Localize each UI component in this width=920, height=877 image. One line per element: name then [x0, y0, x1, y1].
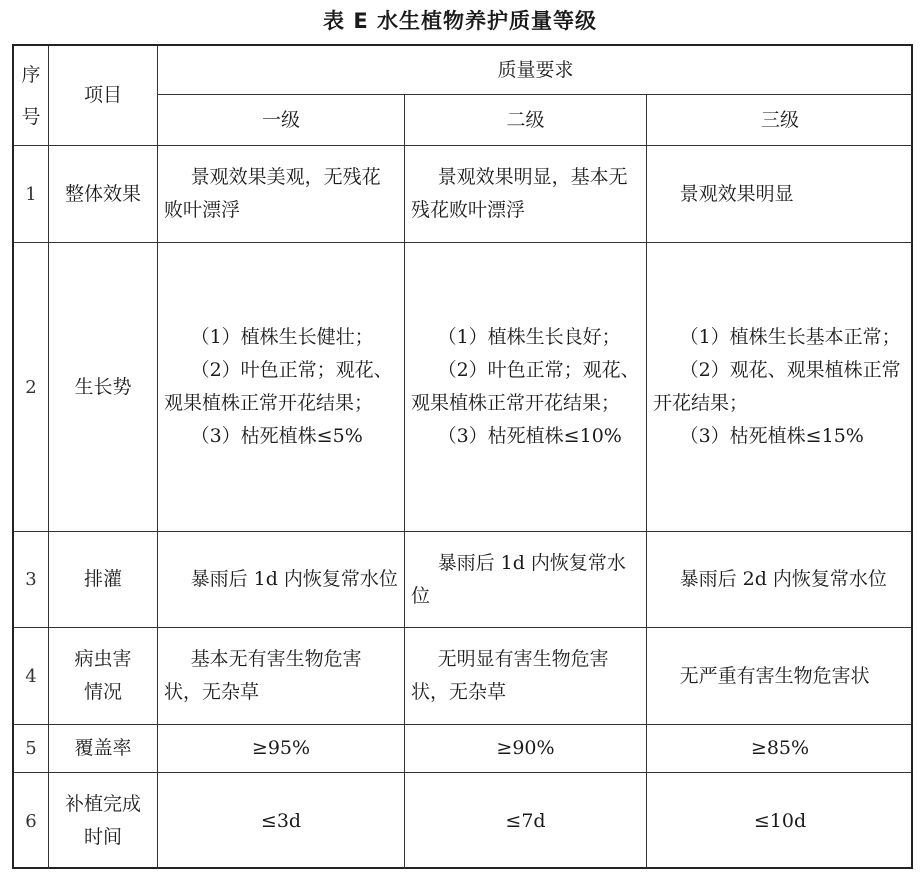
header-quality: 质量要求: [497, 58, 574, 81]
row-2-level-1: （1）植株生长健壮； （2）叶色正常；观花、观果植株正常开花结果； （3）枯死植株≤5%: [164, 326, 393, 447]
quality-table: [12, 44, 913, 869]
row-4-level-2: 无明显有害生物危害状，无杂草: [411, 648, 609, 703]
row-2-level-2: （1）植株生长良好； （2）叶色正常；观花、观果植株正常开花结果； （3）枯死植株≤10%: [411, 326, 640, 447]
header-level-3: 三级: [760, 108, 799, 131]
row-2-item: 生长势: [74, 375, 132, 398]
row-4-item: 病虫害情况: [74, 648, 132, 703]
row-1-seq: 1: [25, 183, 37, 205]
row-3-level-3: 暴雨后 2d 内恢复常水位: [679, 568, 887, 590]
row-1-level-2: 景观效果明显，基本无残花败叶漂浮: [411, 166, 628, 221]
row-5-item: 覆盖率: [74, 737, 132, 759]
row-6-seq: 6: [25, 810, 37, 832]
header-level-2: 二级: [506, 108, 545, 131]
row-3-seq: 3: [25, 569, 37, 590]
header-level-1: 一级: [261, 108, 300, 131]
table-title: 表 E 水生植物养护质量等级: [323, 9, 597, 33]
row-1-level-1: 景观效果美观，无残花败叶漂浮: [164, 166, 381, 221]
row-6-level-2: ≤7d: [505, 809, 546, 832]
row-4-seq: 4: [25, 665, 37, 687]
header-item: 项目: [83, 84, 122, 106]
row-3-level-2: 暴雨后 1d 内恢复常水位: [411, 551, 626, 607]
row-4-level-3: 无严重有害生物危害状: [679, 664, 870, 687]
row-3-level-1: 暴雨后 1d 内恢复常水位: [190, 568, 398, 590]
row-5-level-1: ≥95%: [251, 737, 311, 759]
row-5-level-3: ≥85%: [750, 737, 810, 759]
row-2-seq: 2: [25, 376, 37, 398]
row-5-seq: 5: [25, 738, 37, 759]
row-6-level-1: ≤3d: [260, 809, 302, 832]
row-1-item: 整体效果: [64, 182, 141, 205]
header-seq: 序号: [21, 63, 41, 128]
row-2-level-3: （1）植株生长基本正常； （2）观花、观果植株正常开花结果； （3）枯死植株≤15%: [653, 326, 901, 447]
row-4-level-1: 基本无有害生物危害状，无杂草: [164, 648, 362, 703]
row-1-level-3: 景观效果明显: [679, 182, 794, 205]
row-3-item: 排灌: [83, 568, 122, 590]
row-5-level-2: ≥90%: [496, 737, 555, 759]
row-6-item: 补植完成时间: [64, 793, 141, 848]
row-6-level-3: ≤10d: [753, 809, 807, 832]
